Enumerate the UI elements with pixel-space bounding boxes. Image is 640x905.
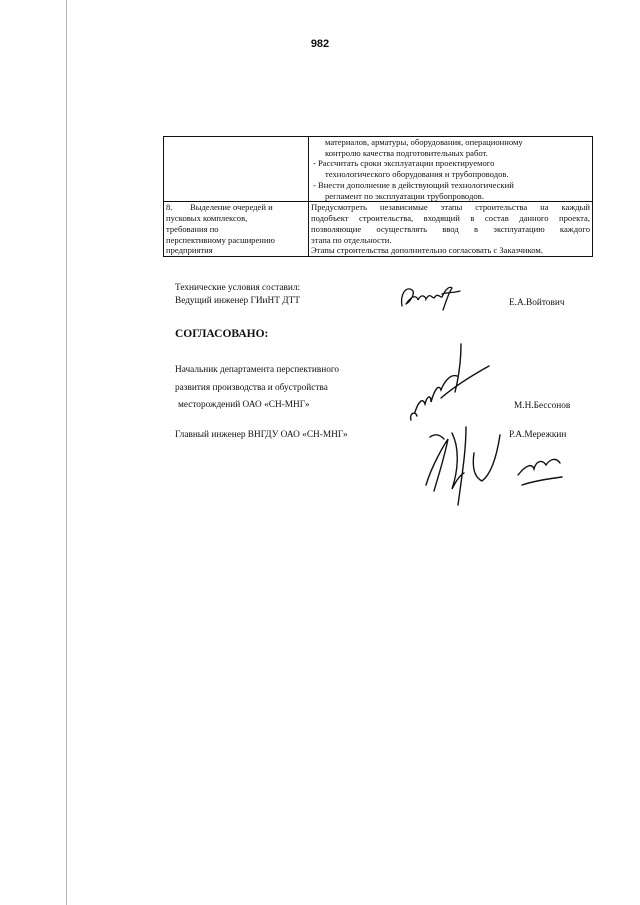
row-title-line: Выделение очередей и <box>190 202 273 213</box>
list-item: - Внести дополнение в действующий технологический <box>313 179 514 190</box>
text-line: Этапы строительства дополнительно согласовать с Заказчиком. <box>311 245 543 256</box>
list-item: регламент по эксплуатации трубопроводов. <box>325 190 484 201</box>
list-item: контролю качества подготовительных работ. <box>325 147 488 158</box>
text-line: этапа по отдельности. <box>311 234 392 245</box>
table-cell-requirements <box>309 137 593 202</box>
list-item: - Рассчитать сроки эксплуатации проектируемого <box>313 158 495 169</box>
compiled-position: Ведущий инженер ГИиНТ ДТТ <box>175 295 300 306</box>
table-cell-stages <box>309 202 593 257</box>
signature-voitovich <box>396 280 466 312</box>
approver1-title-line: месторождений ОАО «СН-МНГ» <box>178 400 310 411</box>
page-number: 982 <box>310 38 330 50</box>
row-title-line: перспективному расширению <box>166 234 275 245</box>
row-number: 8. <box>166 202 173 213</box>
approver1-name: М.Н.Бессонов <box>514 401 571 411</box>
approver2-name: Р.А.Мережкин <box>509 430 567 440</box>
compiled-by-block <box>175 282 300 307</box>
left-margin-line <box>66 0 67 905</box>
text-line: Предусмотреть независимые этапы строительства на каждый <box>311 202 590 213</box>
approver1-title-line: Начальник департамента перспективного <box>175 365 340 375</box>
row-title-line: предприятия <box>166 245 213 256</box>
row-title-line: требования по <box>166 223 219 234</box>
approver1-title-line: развития производства и обустройства <box>175 382 328 393</box>
list-item: материалов, арматуры, оборудования, операционному <box>325 137 523 147</box>
compiled-label: Технические условия составил: <box>175 283 301 293</box>
approver2-title: Главный инженер ВНГДУ ОАО «СН-МНГ» <box>175 430 348 440</box>
table-cell-empty <box>164 137 309 202</box>
specification-table <box>163 136 593 257</box>
signature-merezhkin <box>422 415 572 515</box>
agreed-heading: СОГЛАСОВАНО: <box>175 328 269 340</box>
text-line: позволяющие осуществлять ввод в эксплуатацию каждого <box>311 223 590 234</box>
table-row <box>164 202 593 257</box>
list-item: технологического оборудования и трубопроводов. <box>325 169 509 180</box>
row-title-line: пусковых комплексов, <box>166 213 248 224</box>
table-cell-item-8 <box>164 202 309 257</box>
approver1-title <box>175 362 339 415</box>
voitovich-name: Е.А.Войтович <box>509 298 565 308</box>
text-line: подобъект строительства, входящий в состав данного проекта, <box>311 213 590 224</box>
table-row <box>164 137 593 202</box>
